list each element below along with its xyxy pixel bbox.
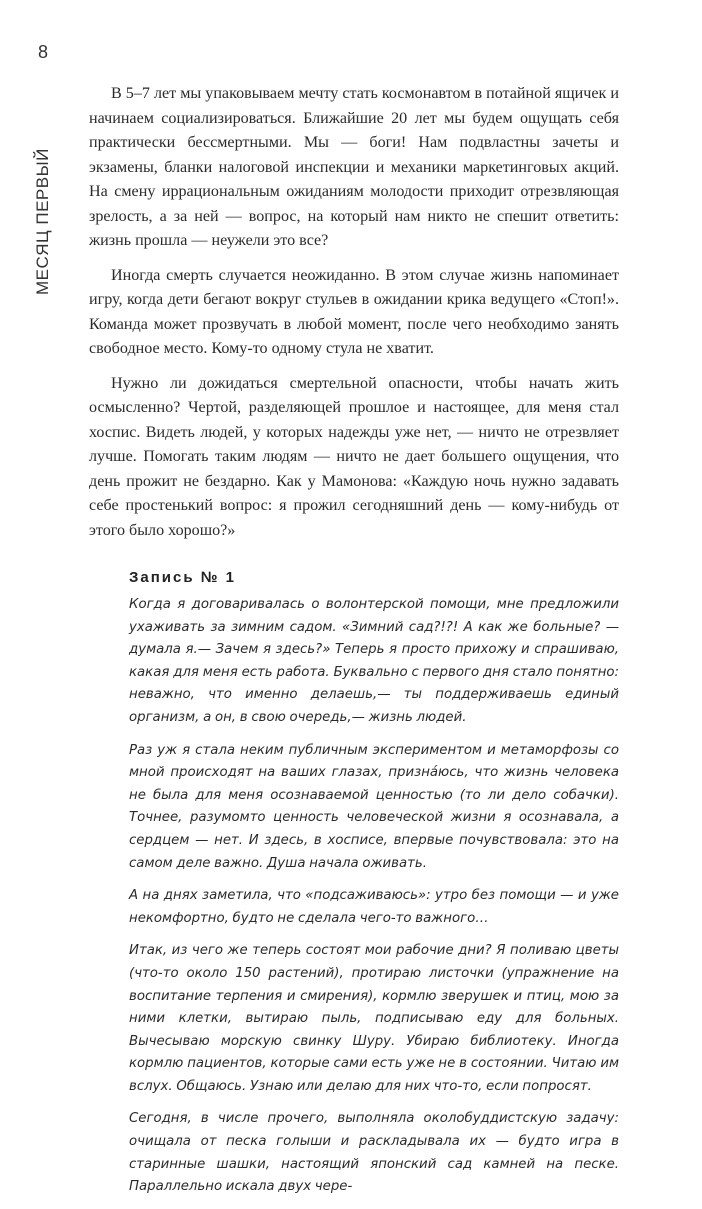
entry-paragraph: Когда я договаривалась о волонтерской помощи, мне предложили ухаживать за зимним садом. «Зимний сад?!?! А как же больные? — думала я.— Зачем я здесь?» Теперь я просто прихожу и спрашиваю, какая для меня есть работа. Буквально с первого дня стало понятно: неважно, что именно делаешь,— ты поддерживаешь единый организм, а он, в свою очередь,— жизнь людей.	[129, 597, 619, 725]
running-head: МЕСЯЦ ПЕРВЫЙ	[33, 148, 52, 295]
entry-paragraph: Итак, из чего же теперь состоят мои рабочие дни? Я поливаю цветы (что-то около 150 растений), протираю листочки (упражнение на воспитание терпения и смирения), кормлю зверушек и птиц, мою за ними клетки, вытираю пыль, подписываю еду для больных. Вычесываю морскую свинку Шуру. Убираю библиотеку. Иногда кормлю пациентов, которые сами есть уже не в состоянии. Читаю им вслух. Общаюсь. Узнаю или делаю для них что-то, если попросят.	[129, 943, 619, 1094]
page-content	[89, 82, 619, 1209]
entry-block	[129, 594, 619, 1199]
body-paragraph: Нужно ли дожидаться смертельной опасности, чтобы начать жить осмысленно? Чертой, разделяющей прошлое и настоящее, для меня стал хоспис. Видеть людей, у которых надежды уже нет, — ничто не отрезвляет лучше. Помогать таким людям — ничто не дает большего ощущения, что день прожит не бездарно. Как у Мамонова: «Каждую ночь нужно задавать себе простенький вопрос: я прожил сегодняшний день — кому-нибудь от этого было хорошо?»	[89, 374, 619, 539]
entry-paragraph: Сегодня, в числе прочего, выполняла околобуддистскую задачу: очищала от песка голыши и раскладывала их — будто игра в старинные шашки, настоящий японский сад камней на песке. Параллельно искала двух чере-	[129, 1111, 619, 1195]
entry-heading: Запись № 1	[129, 569, 236, 586]
page-number: 8	[37, 42, 48, 62]
body-paragraph: Иногда смерть случается неожиданно. В этом случае жизнь напоминает игру, когда дети бегают вокруг стульев в ожидании крика ведущего «Стоп!». Команда может прозвучать в любой момент, после чего необходимо занять свободное место. Кому-то одному стула не хватит.	[89, 266, 619, 357]
entry-paragraph: Раз уж я стала неким публичным экспериментом и метаморфозы со мной происходят на ваших глазах, признáюсь, что жизнь человека не была для меня осознаваемой ценностью (то ли дело собачки). Точнее, разумомто ценность человеческой жизни я осознавала, а сердцем — нет. И здесь, в хосписе, впервые почувствовала: это на самом деле важно. Душа начала оживать.	[129, 742, 619, 871]
body-paragraph: В 5–7 лет мы упаковываем мечту стать космонавтом в потайной ящичек и начинаем социализироваться. Ближайшие 20 лет мы будем ощущать себя практически бессмертными. Мы — боги! Нам подвластны зачеты и экзамены, бланки налоговой инспекции и механики маркетинговых акций. На смену иррациональным ожиданиям молодости приходит отрезвляющая зрелость, а за ней — вопрос, на который нам никто не спешит ответить: жизнь прошла — неужели это все?	[89, 85, 619, 249]
entry-paragraph: А на днях заметила, что «подсаживаюсь»: утро без помощи — и уже некомфортно, будто не сделала чего-то важного…	[129, 888, 619, 926]
